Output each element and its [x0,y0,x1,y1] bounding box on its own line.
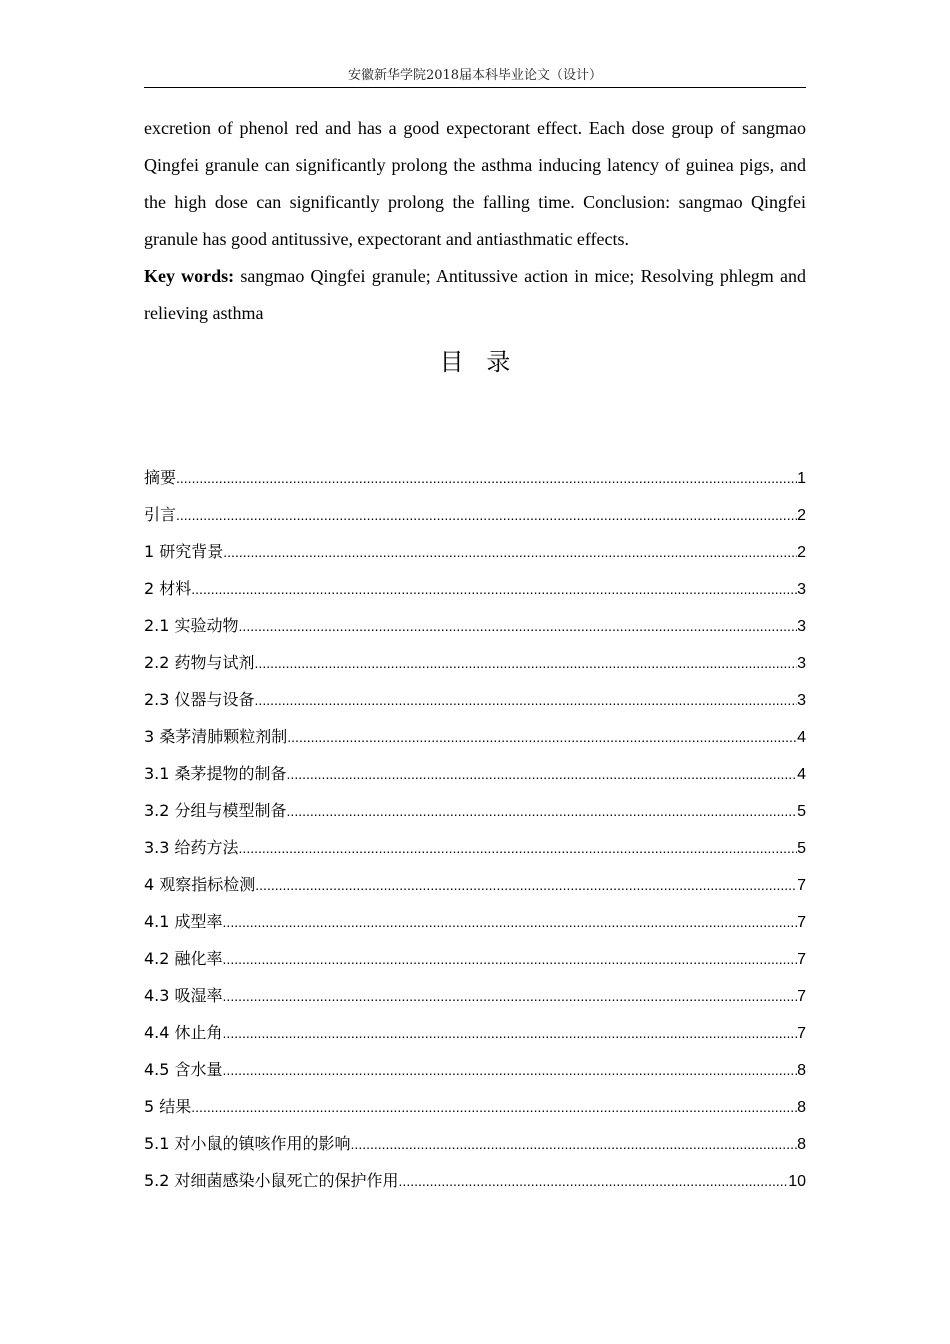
toc-dot-leader [176,497,797,534]
toc-entry-label: 4 观察指标检测 [144,875,256,894]
toc-entry-page: 5 [797,840,806,857]
toc-dot-leader [399,1163,789,1200]
toc-entry[interactable] [144,1051,806,1088]
toc-dot-leader [223,1015,798,1052]
toc-entry-label: 3 桑茅清肺颗粒剂制 [144,727,288,746]
toc-entry-page: 4 [797,766,806,783]
header-rule [144,87,806,88]
toc-entry[interactable] [144,681,806,718]
toc-entry-label: 5 结果 [144,1097,192,1116]
toc-dot-leader [176,460,797,497]
toc-entry-page: 7 [797,1025,806,1042]
toc-entry[interactable] [144,829,806,866]
toc-dot-leader [287,756,798,793]
toc-entry-page: 7 [797,951,806,968]
keywords-paragraph [144,258,806,332]
toc-entry-page: 7 [797,914,806,931]
toc-entry-page: 3 [797,581,806,598]
toc-entry-page: 3 [797,655,806,672]
toc-entry-page: 4 [797,729,806,746]
toc-entry-page: 8 [797,1099,806,1116]
toc-entry[interactable] [144,718,806,755]
toc-dot-leader [287,793,798,830]
toc-entry[interactable] [144,1014,806,1051]
toc-dot-leader [255,867,797,904]
toc-entry-label: 2 材料 [144,579,192,598]
toc-entry-label: 1 研究背景 [144,542,224,561]
toc-entry-page: 8 [797,1136,806,1153]
toc-entry[interactable] [144,940,806,977]
toc-entry-label: 4.5 含水量 [144,1060,223,1079]
toc-entry-page: 7 [797,988,806,1005]
toc-entry[interactable] [144,755,806,792]
toc-entry-label: 5.1 对小鼠的镇咳作用的影响 [144,1134,351,1153]
toc-entry-label: 2.2 药物与试剂 [144,653,255,672]
toc-dot-leader [287,719,797,756]
toc-entry-label: 5.2 对细菌感染小鼠死亡的保护作用 [144,1171,399,1190]
toc-entry[interactable] [144,792,806,829]
page-header: 安徽新华学院2018届本科毕业论文（设计） [347,68,603,83]
toc-entry-page: 3 [797,618,806,635]
toc-dot-leader [239,608,798,645]
toc-entry-label: 摘要 [144,468,177,487]
toc-entry[interactable] [144,607,806,644]
toc-dot-leader [223,978,798,1015]
toc-entry-page: 1 [797,470,806,487]
toc-entry[interactable] [144,977,806,1014]
toc-entry-label: 4.4 休止角 [144,1023,223,1042]
abstract-body: excretion of phenol red and has a good expectorant effect. Each dose group of sangmao Qingfei granule can significantly prolong the asthma inducing latency of guinea pigs, and the high dose can significantly prolong the falling time. Conclusion: sangmao Qingfei granule has good antitussive, expectorant and antiasthmatic effects. [144,118,806,249]
abstract-section [144,110,806,332]
toc-entry[interactable] [144,644,806,681]
toc-entry-label: 4.1 成型率 [144,912,223,931]
toc-entry[interactable] [144,570,806,607]
toc-entry[interactable] [144,1088,806,1125]
toc-dot-leader [351,1126,798,1163]
toc-entry-label: 2.3 仪器与设备 [144,690,255,709]
toc-dot-leader [223,1052,798,1089]
toc-entry[interactable] [144,496,806,533]
toc-entry-label: 引言 [144,505,177,524]
toc-entry-label: 3.2 分组与模型制备 [144,801,287,820]
toc-title: 目录 [439,348,534,376]
toc-dot-leader [239,830,798,867]
toc-entry-page: 10 [788,1173,806,1190]
toc-entry-label: 3.1 桑茅提物的制备 [144,764,287,783]
toc-entry[interactable] [144,533,806,570]
toc-entry[interactable] [144,459,806,496]
toc-entry[interactable] [144,1162,806,1199]
toc-dot-leader [223,941,798,978]
toc-entry[interactable] [144,903,806,940]
toc-entry[interactable] [144,1125,806,1162]
keywords-label: Key words: [144,266,235,286]
toc-dot-leader [255,682,798,719]
toc-dot-leader [223,534,797,571]
toc-entry-label: 3.3 给药方法 [144,838,239,857]
toc-entry[interactable] [144,866,806,903]
toc-dot-leader [191,571,797,608]
toc-entry-page: 2 [797,544,806,561]
keywords-text: sangmao Qingfei granule; Antitussive action in mice; Resolving phlegm and relieving asthma [144,266,806,323]
toc-entry-page: 7 [797,877,806,894]
toc-dot-leader [255,645,798,682]
toc-entry-page: 2 [797,507,806,524]
toc-entry-label: 4.3 吸湿率 [144,986,223,1005]
toc-dot-leader [191,1089,797,1126]
toc-entry-label: 4.2 融化率 [144,949,223,968]
table-of-contents [144,459,806,1199]
toc-entry-page: 3 [797,692,806,709]
toc-entry-label: 2.1 实验动物 [144,616,239,635]
toc-entry-page: 8 [797,1062,806,1079]
toc-entry-page: 5 [797,803,806,820]
toc-dot-leader [223,904,798,941]
